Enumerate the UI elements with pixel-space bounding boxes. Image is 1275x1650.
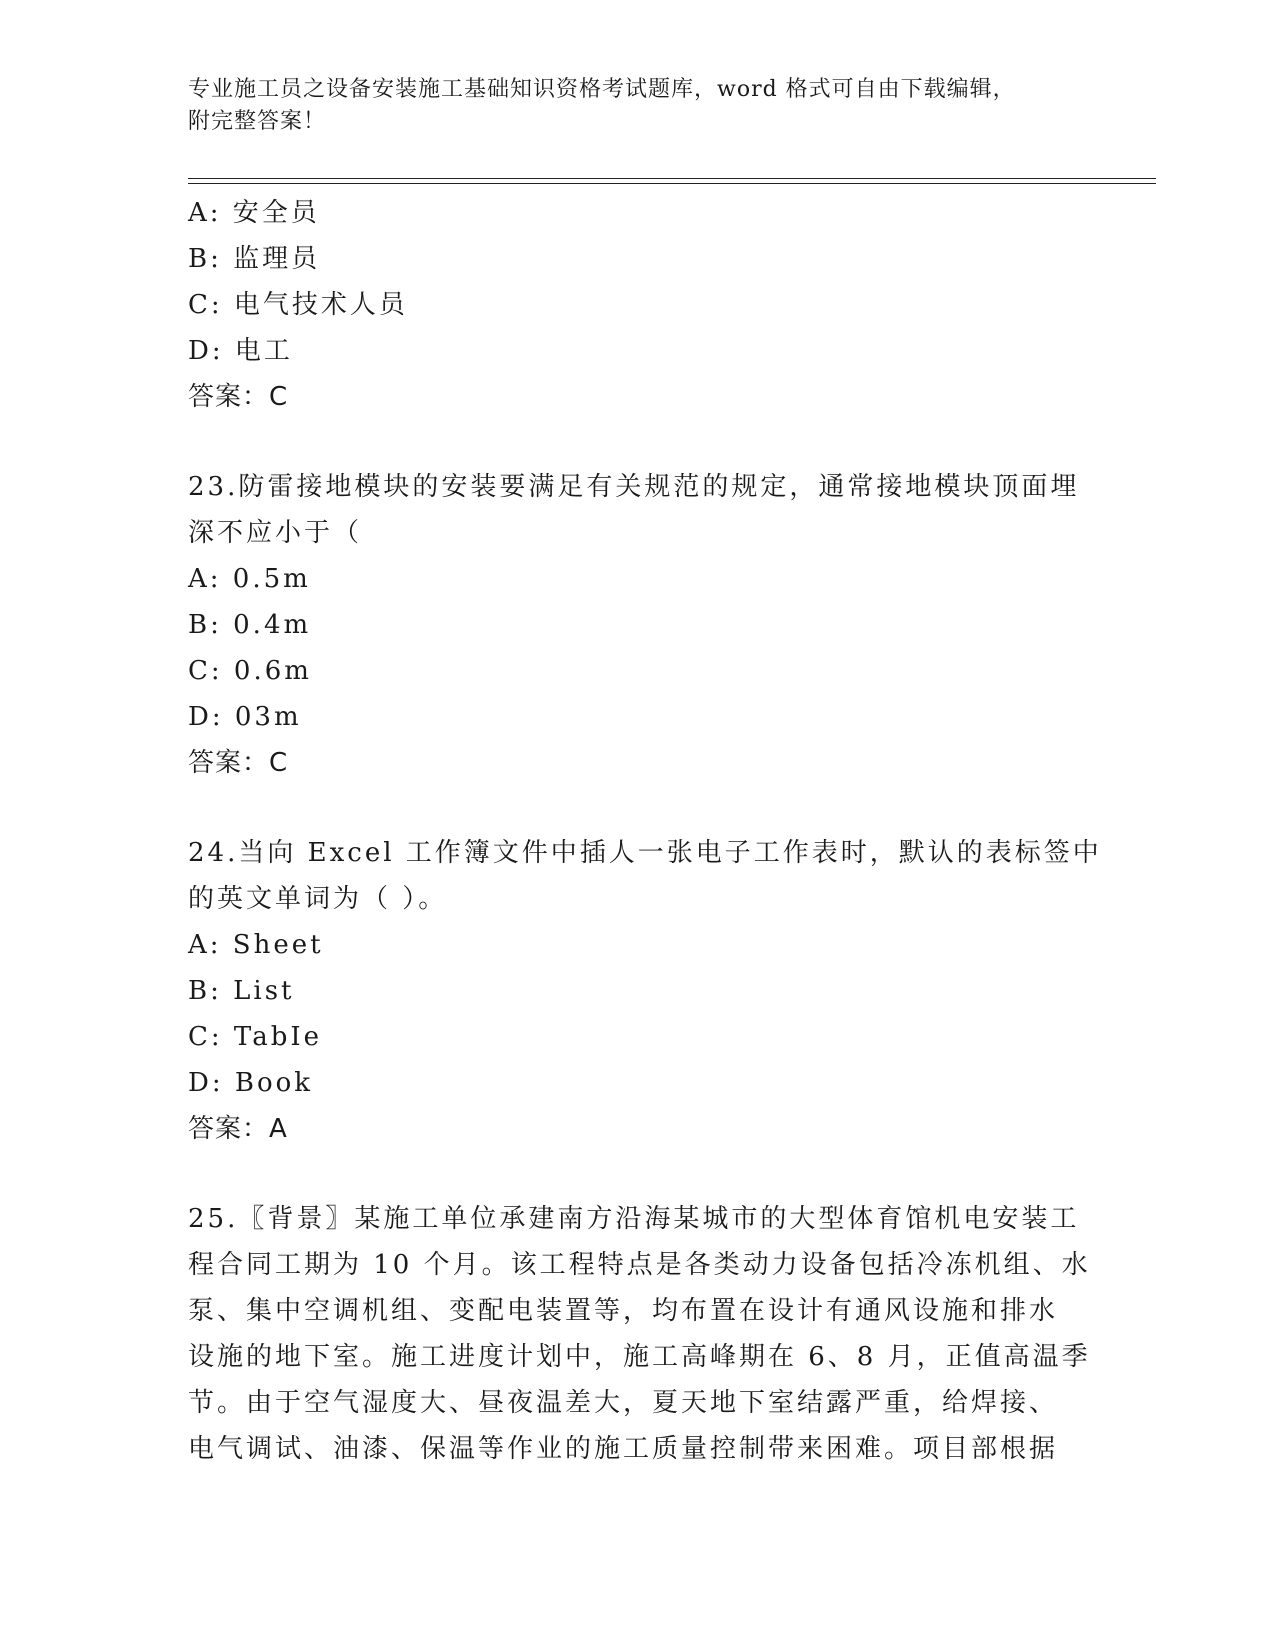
- header-divider-top: [188, 178, 1156, 179]
- option-b: B: 0.4m: [188, 610, 312, 640]
- header-line-1: 专业施工员之设备安装施工基础知识资格考试题库，word 格式可自由下载编辑，: [188, 77, 1016, 102]
- document-header: [188, 74, 1088, 138]
- answer: 答案：C: [188, 382, 289, 412]
- header-divider-bottom: [188, 183, 1156, 184]
- question-24-block: [188, 830, 1102, 1152]
- question-line: 23.防雷接地模块的安装要满足有关规范的规定，通常接地模块顶面埋: [188, 472, 1080, 502]
- answer: 答案：C: [188, 748, 289, 778]
- option-a: A: 安全员: [188, 198, 320, 228]
- header-line-2: 附完整答案！: [188, 109, 327, 134]
- option-b: B: 监理员: [188, 244, 321, 274]
- option-a: A: 0.5m: [188, 564, 311, 594]
- option-c: C: TabIe: [188, 1022, 323, 1052]
- spacer: [188, 786, 1088, 830]
- question-line: 节。由于空气湿度大、昼夜温差大，夏天地下室结露严重，给焊接、: [188, 1388, 1059, 1418]
- question-25-block: [188, 1196, 1091, 1472]
- question-line: 24.当向 Excel 工作簿文件中插人一张电子工作表时，默认的表标签中: [188, 838, 1102, 868]
- document-body: [188, 190, 1102, 1472]
- question-line: 设施的地下室。施工进度计划中，施工高峰期在 6、8 月，正值高温季: [188, 1342, 1091, 1372]
- option-d: D: Book: [188, 1068, 314, 1098]
- spacer: [188, 1152, 1088, 1196]
- question-text: [188, 830, 1102, 922]
- option-a: A: Sheet: [188, 930, 324, 960]
- question-line: 程合同工期为 10 个月。该工程特点是各类动力设备包括冷冻机组、水: [188, 1250, 1091, 1280]
- question-22-block: [188, 190, 1088, 420]
- option-c: C: 0.6m: [188, 656, 312, 686]
- spacer: [188, 420, 1088, 464]
- question-line: 深不应小于（: [188, 518, 363, 548]
- question-text: [188, 1196, 1091, 1472]
- question-line: 的英文单词为（ ）。: [188, 884, 448, 914]
- question-line: 泵、集中空调机组、变配电装置等，均布置在设计有通风设施和排水: [188, 1296, 1059, 1326]
- answer: 答案：A: [188, 1114, 288, 1144]
- option-b: B: List: [188, 976, 295, 1006]
- option-c: C: 电气技术人员: [188, 290, 408, 320]
- question-line: 25.〖背景〗某施工单位承建南方沿海某城市的大型体育馆机电安装工: [188, 1204, 1080, 1234]
- question-23-block: [188, 464, 1088, 786]
- question-line: 电气调试、油漆、保温等作业的施工质量控制带来困难。项目部根据: [188, 1434, 1059, 1464]
- option-d: D: 03m: [188, 702, 302, 732]
- question-text: [188, 464, 1088, 556]
- option-d: D: 电工: [188, 336, 293, 366]
